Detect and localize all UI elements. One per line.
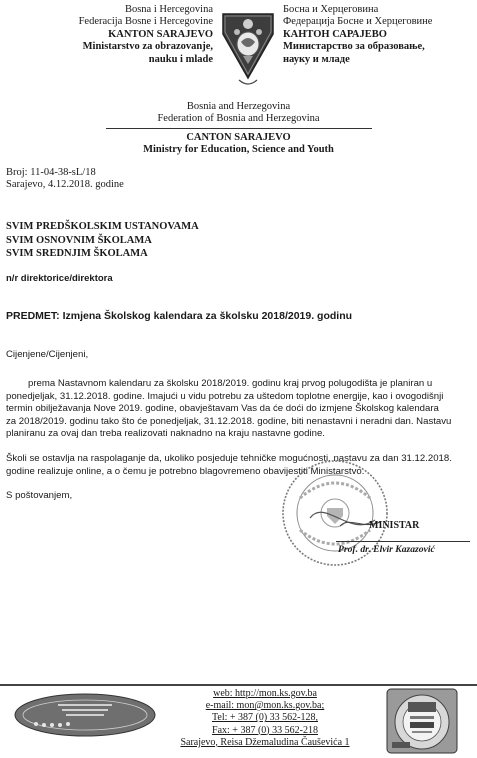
signature-line — [336, 541, 470, 542]
header-english-top — [0, 101, 477, 126]
ministry-name-line1: Ministarstvo za obrazovanje, — [82, 41, 213, 53]
paragraph-line: godine realizuje online, a o čemu je potrebno blagovremeno obavijestiti Ministarstvo. — [6, 465, 365, 477]
tuv-certification-logo-icon — [386, 688, 458, 754]
federation-name-english: Federation of Bosnia and Herzegovina — [157, 113, 320, 125]
country-name-english: Bosnia and Herzegovina — [186, 101, 291, 112]
recipient-line: SVIM OSNOVNIM ŠKOLAMA — [6, 234, 152, 246]
header-right-block — [283, 4, 473, 66]
attention-line: n/r direktorice/direktora — [6, 273, 113, 284]
website-link[interactable]: web: http://mon.ks.gov.ba — [213, 688, 317, 699]
federation-name: Federacija Bosne i Hercegovine — [78, 16, 213, 28]
greeting: Cijenjene/Cijenjeni, — [6, 349, 89, 360]
fax-number: Fax: + 387 (0) 33 562-218 — [212, 724, 318, 736]
header-divider — [106, 128, 372, 129]
header-left-block — [20, 4, 213, 66]
ministry-name-english: Ministry for Education, Science and Youth — [143, 144, 334, 156]
paragraph-line: za 2018/2019. godinu tako što će ponedjeljak, 31.12.2018. godine, biti nenastavni i neradni dan. Nastavu — [6, 415, 452, 427]
header-english-bottom — [0, 132, 477, 157]
paragraph-2 — [6, 453, 470, 478]
footer-divider — [0, 684, 477, 686]
federation-name-cyrillic: Федерација Босне и Херцеговине — [283, 16, 433, 28]
paragraph-line: termin obilježavanja Nove 2019. godine, obavještavam Vas da će doći do izmjene Školskog kalendara — [6, 403, 439, 415]
paragraph-line: ponedjeljak, 31.12.2018. godine. Imajući u vidu potrebu za uštedom toplotne energije, kao i ovogodišnji — [6, 390, 444, 402]
subject-line: PREDMET: Izmjena Školskog kalendara za školsku 2018/2019. godinu — [6, 310, 353, 322]
paragraph-line: planiranu za ovaj dan treba realizovati naknadno na kraju nastavne godine. — [6, 428, 325, 440]
canton-name: KANTON SARAJEVO — [108, 28, 213, 40]
coat-of-arms-icon — [219, 4, 277, 90]
phone-number: Tel: + 387 (0) 33 562-128, — [211, 712, 319, 724]
canton-logo-icon — [14, 692, 156, 738]
footer-contact-block — [180, 688, 350, 749]
signature-title: MINISTAR — [369, 520, 420, 531]
ministry-name-cyrillic-line2: науку и младе — [283, 53, 350, 65]
country-name-cyrillic: Босна и Херцеговина — [283, 4, 379, 15]
signatory-name: Prof. dr. Elvir Kazazović — [338, 544, 435, 555]
recipient-line: SVIM PREDŠKOLSKIM USTANOVAMA — [6, 221, 199, 232]
country-name: Bosna i Hercegovina — [124, 4, 213, 15]
email-link[interactable]: e-mail: mon@mon.ks.gov.ba; — [205, 700, 325, 712]
recipient-line: SVIM SREDNJIM ŠKOLAMA — [6, 248, 148, 260]
canton-name-cyrillic: КАНТОН САРАЈЕВО — [283, 28, 387, 40]
paragraph-line: Školi se ostavlja na raspolaganje da, ukoliko posjeduje tehničke mogućnosti, nastavu za dan 31.12.2018. — [6, 453, 452, 464]
ministry-name-line2: nauku i mlade — [148, 53, 213, 65]
closing: S poštovanjem, — [6, 490, 73, 501]
address: Sarajevo, Reisa Džemaludina Čauševića 1 — [180, 736, 350, 748]
ministry-name-cyrillic-line1: Министарство за образовање, — [283, 41, 425, 53]
document-date: Sarajevo, 4.12.2018. godine — [6, 179, 124, 191]
reference-number: Broj: 11-04-38-sL/18 — [6, 167, 96, 178]
recipients-block — [6, 220, 199, 261]
paragraph-1 — [6, 378, 470, 441]
canton-name-english: CANTON SARAJEVO — [186, 132, 291, 143]
reference-block — [6, 167, 124, 192]
paragraph-line: prema Nastavnom kalendaru za školsku 2018/2019. godinu kraj prvog polugodišta je planiran u — [28, 378, 433, 389]
